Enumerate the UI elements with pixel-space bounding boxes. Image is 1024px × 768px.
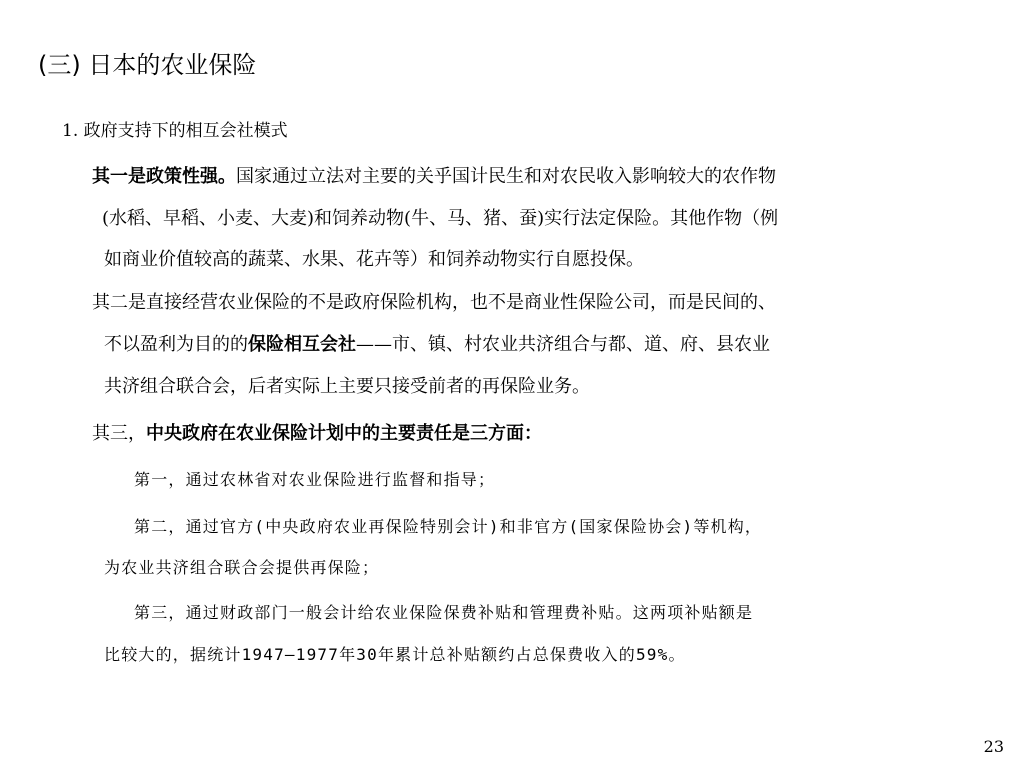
para1-line1-text: 国家通过立法对主要的关乎国计民生和对农民收入影响较大的农作物 [236, 166, 776, 187]
para2-line3: 共济组合联合会，后者实际上主要只接受前者的再保险业务。 [104, 376, 590, 397]
para1-line1 [92, 163, 776, 191]
para2-line2-post: ——市、镇、村农业共济组合与都、道、府、县农业 [356, 334, 770, 355]
item-third-line1: 第三，通过财政部门一般会计给农业保险保费补贴和管理费补贴。这两项补贴额是 [134, 603, 754, 622]
para3-lead: 其三， [92, 423, 146, 444]
item-third-line2: 比较大的，据统计1947—1977年30年累计总补贴额约占总保费收入的59%。 [104, 645, 686, 664]
para3-bold: 中央政府在农业保险计划中的主要责任是三方面： [146, 423, 542, 444]
para1-line2: (水稻、早稻、小麦、大麦)和饲养动物(牛、马、猪、蚕)实行法定保险。其他作物（例 [102, 208, 779, 229]
para2-line2-pre: 不以盈利为目的的 [104, 334, 248, 355]
slide-title: (三) 日本的农业保险 [38, 51, 257, 79]
para2-bold-term: 保险相互会社 [248, 334, 356, 355]
para3-line [92, 420, 542, 448]
para2-line2 [104, 331, 770, 359]
para1-line3: 如商业价值较高的蔬菜、水果、花卉等）和饲养动物实行自愿投保。 [104, 249, 644, 270]
section-subheading: 1. 政府支持下的相互会社模式 [62, 121, 288, 141]
para2-line1: 其二是直接经营农业保险的不是政府保险机构，也不是商业性保险公司，而是民间的、 [92, 292, 776, 313]
para1-lead-bold: 其一是政策性强。 [92, 166, 236, 187]
page-number: 23 [983, 737, 1004, 756]
item-second-line2: 为农业共济组合联合会提供再保险； [104, 558, 380, 577]
item-first: 第一，通过农林省对农业保险进行监督和指导； [134, 470, 496, 489]
item-second-line1: 第二，通过官方(中央政府农业再保险特别会计)和非官方(国家保险协会)等机构， [134, 517, 763, 536]
